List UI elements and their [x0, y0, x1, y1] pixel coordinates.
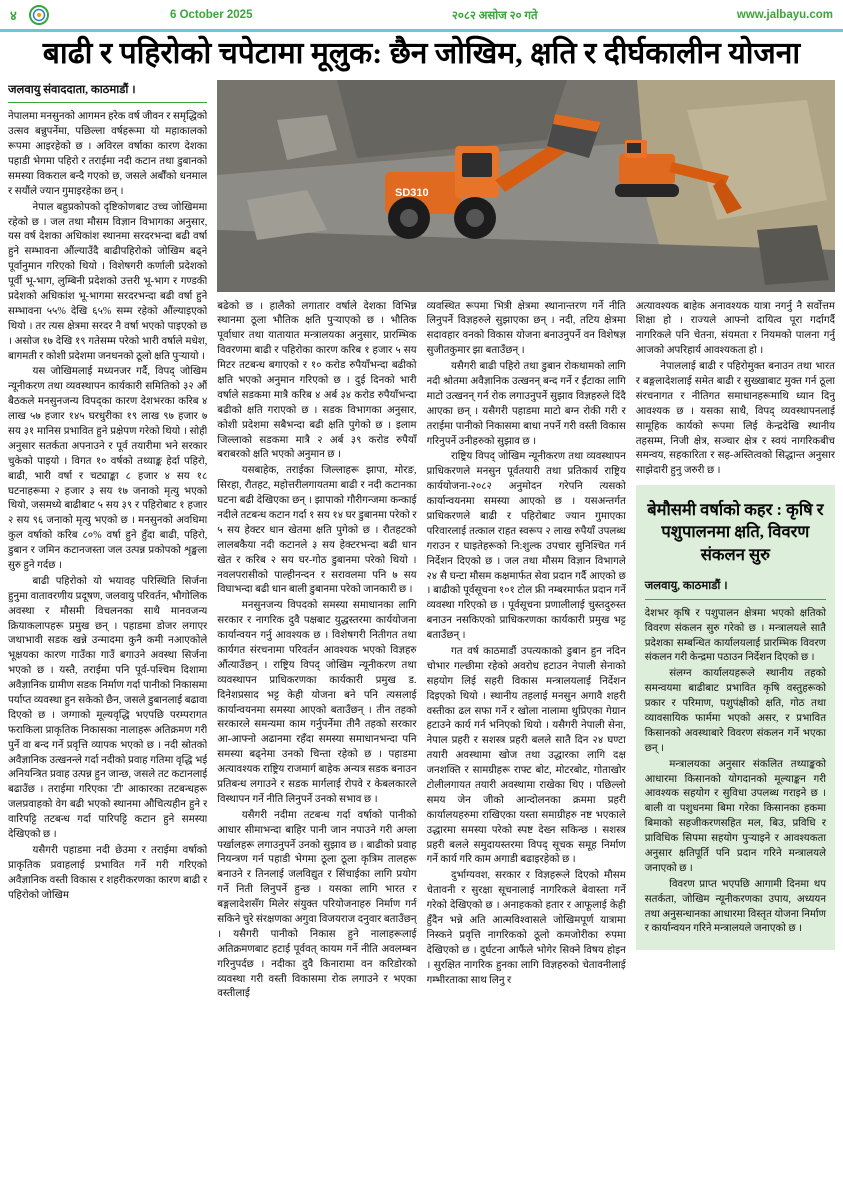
paragraph: मन्त्रालयका अनुसार संकलित तथ्याङ्कको आधारमा किसानको योगदानको मूल्याङ्कन गरी आवश्यक सहयोग र सुविधा उपलब्ध गराइने छ । बाली वा पशुधनमा बिमा गरेका किसानका हकमा बिमाको सहजीकरणसहित मल, बिउ, प्रविधि र प्राविधिक सिपमा सहयोग पुऱ्याइने र आवश्यकता अनुसार क्षतिपूर्ति पनि प्रदान गरिने मन्त्रालयले जनाएको छ । [644, 758, 826, 874]
paragraph: यसबाहेक, तराईका जिल्लाहरू झापा, मोरङ, सिरहा, रौतहट, महोत्तरीलगायतमा बाढी र नदी कटानका घटना बढी देखिएका छन् । झापाको गौरीगन्जमा कन्काई नदीले तटबन्ध कटान गर्दा १ सय १४ घर डुबानमा परेको र ५ सय हेक्टर धान खेतमा क्षति पुगेको छ । रौतहटको लालबकैया नदी कटानले ३ सय हेक्टरभन्दा बढी धान खेत र करिब २ सय घर-गोठ डुबानमा परेको थियो । नवलपरासीको पाल्हीनन्दन र सरावलमा पनि ७ सय विघाभन्दा बढी धान बाली डुबानमा परेको जानकारी छ । [217, 465, 417, 596]
sidebar-byline: जलवायु, काठमाडौं । [645, 576, 826, 600]
paragraph: यस जोखिमलाई मध्यनजर गर्दै, विपद् जोखिम न्यूनीकरण तथा व्यवस्थापन कार्यकारी समितिको ३२ औं बैठकले मनसुनजन्य विपद्का कारण देशभरका करिब ४ लाख ५७ हजार १४५ घरधुरीका १९ लाख ९७ हजार ७ सय ३१ मानिस प्रभावित हुने प्रक्षेपण गरेको थियो । सोही अनुसार सतर्कता अपनाउने र पूर्व तयारीमा भने सरकार चुकेको पाइयो । विगत १० वर्षको तथ्याङ्क हेर्दा पहिरो, बाढी, भारी वर्षा र चट्याङ्का ८ हजार ४ सय १८ घटनाहरूमा २ हजार ३ सय १७ जनाको मृत्यु भएको थियो, जसमध्ये बाढीबाट ५ सय ३९ र पहिरोबाट १ हजार २ सय ९६ जनाको मृत्यु भएको छ । मनसुनको अवधिमा कुल वर्षाको करिब ८०% वर्षा हुने हुँदा बाढी, पहिरो, डुबान र जमिन कटानजस्ता जल उत्पन्न प्रकोपको शृङ्खला सुरु हुने गर्दछ । [8, 366, 208, 571]
paragraph: बढेको छ । हालैको लगातार वर्षाले देशका विभिन्न स्थानमा ठूला भौतिक क्षति पुऱ्याएको छ । भौतिक पूर्वाधार तथा यातायात मन्त्रालयका अनुसार, प्रारम्भिक विवरणमा बाढी र पहिरोका कारण करिब १ हजार ५ सय मिटर तटबन्ध बगाएको र १० करोड रुपैयाँभन्दा बढीको क्षति भएको अनुमान गरिएको छ । दुई दिनको भारी वर्षाले सडकमा मात्रै करिब ४ अर्ब ३४ करोड रुपैयाँभन्दा बढीको क्षति गराएको छ । सडक विभागका अनुसार, कोशी प्रदेशमा सबैभन्दा बढी क्षति पुगेको छ । इलाम जिल्लाको सडकमा मात्रै २ अर्ब ३९ करोड रुपैयाँ बराबरको क्षति भएको अनुमान छ । [217, 300, 417, 461]
paragraph: गत वर्ष काठमाडौं उपत्यकाको डुबान हुन नदिन चोभार गल्छीमा रहेको अवरोध हटाउन नेपाली सेनाको सहयोग लिई सहरी विकास मन्त्रालयलाई निर्देशन दिइएको थियो । स्थानीय तहलाई मनसुन अगावै शहरी वस्तीका ढल सफा गर्ने र खोला नालामा थुप्रिएका गेग्रान हटाउने कार्य गर्न भनिएको थियो । यसैगरी नेपाली सेना, नेपाल प्रहरी र सशस्त्र प्रहरी बलले सातै दिन २४ घण्टा तयारी अवस्थामा खोज तथा उद्धारका लागि दक्ष जनशक्ति र सामग्रीहरू राफ्ट बोट, मोटरबोट, गोताखोर टोलीलगायत तयारी अवस्थामा राखेका थिए । पछिल्लो समय जेन जीको आन्दोलनका क्रममा प्रहरी कार्यालयहरुमा राखिएका यस्ता समाग्रीहरु नष्ट भएकाले उद्धारमा समस्या परेको स्पष्ट देख्न सकिन्छ । सशस्त्र प्रहरी बलले समुदायस्तरमा विपद् सूचक समूह निर्माण गर्ने कार्य गरि काम अगाडी बढाइरहेको छ । [426, 645, 626, 866]
column-1 [8, 80, 207, 1188]
excavator-photo-illustration [217, 80, 835, 292]
paragraph: राष्ट्रिय विपद् जोखिम न्यूनीकरण तथा व्यवस्थापन प्राधिकरणले मनसुन पूर्वतयारी तथा प्रतिकार्य राष्ट्रिय कार्ययोजना-२०८२ अनुमोदन गरेपनि त्यसको कार्यान्वयनमा समस्या आएको छ । यसअन्तर्गत प्राधिकरणले बाढी र पहिरोबाट ज्यान गुमाएका परिवारलाई तत्काल राहत स्वरूप २ लाख रुपैयाँ उपलब्ध गराउन र घाइतेहरूको नि:शुल्क उपचार सुनिश्चित गर्न निर्देशन दिएको छ । जल तथा मौसम विज्ञान विभागले २४ सै घन्टा मौसम कक्षमार्फत सेवा प्रदान गर्दै आएको छ । बाढीको पूर्वसूचना १०१ टोल फ्री नम्बरमार्फत प्रदान गर्ने व्यवस्था गरिएको छ । पूर्वसूचना प्रणालीलाई चुस्तदुरुस्त बनाउन नसकिएको प्राधिकरणका कार्यकारी प्रमुख भट्ट बताउँछन् । [426, 451, 626, 642]
paragraph: अत्यावश्यक बाहेक अनावश्यक यात्रा नगर्नु नै सर्वोत्तम शिक्षा हो । राज्यले आफ्नो दायित्व पूरा गर्दागर्दै नागरिकले पनि चेतना, संयमता र नियमको पालना गर्नु आजको अपरिहार्य आवश्यकता हो । [635, 300, 835, 357]
jalbayu-logo-icon [29, 5, 49, 25]
paragraph: यसैगरी बाढी पहिरो तथा डुबान रोकथामको लागि नदी श्रोतमा अवैज्ञानिक उत्खनन् बन्द गर्ने र ईंटाका लागि माटो उत्खनन् गर्न रोक लगाउनुपर्ने सुझाव विज्ञहरुले दिंदै आएका छन् । यसैगरी पहाडमा माटो बग्न रोकी गरी र तराईमा पानीको निकासमा बाधा नपर्ने गरी वस्ती विकास गरिनुपर्ने उनीहरुको सुझाव छ । [426, 361, 626, 447]
paragraph: विवरण प्राप्त भएपछि आगामी दिनमा थप सतर्कता, जोखिम न्यूनीकरणका उपाय, अध्ययन तथा अनुसन्धानका आधारमा विस्तृत योजना निर्माण र कार्यान्वयन गरिने मन्त्रालयले जनाएको छ । [644, 878, 826, 935]
paragraph: यसैगरी पहाडमा नदी छेउमा र तराईमा वर्षाको प्राकृतिक प्रवाहलाई प्रभावित गर्ने गरी गरिएको अवैज्ञानिक वस्ती विकास र शहरीकरणका कारण बाढी र पहिरोको जोखिम [8, 844, 208, 901]
paragraph: नेपाल बहुप्रकोपको दृष्टिकोणबाट उच्च जोखिममा रहेको छ । जल तथा मौसम विज्ञान विभागका अनुसार, यस वर्ष देशका अधिकांश स्थानमा सरदरभन्दा बढी वर्षा हुने सम्भावना औंल्याउँदै बाढीपहिरोको जोखिम बढ्ने पूर्वानुमान गरिएको थियो । विशेषगरी कर्णाली प्रदेशको पूर्वी भू-भाग, लुम्बिनी प्रदेशको उत्तरी भू-भाग र गण्डकी प्रदेशको अधिकांश भू-भागमा सरदरभन्दा बढी वर्षा हुने सम्भावना ५५% देखि ६५% सम्म रहेको औंल्याइएको थियो । तर त्यस क्षेत्रमा सरदर नै वर्षा भएको पाइएको छ । असोज १७ देखि १९ गतेसम्म परेको भारी वर्षाले मधेश, बागमती र कोशी प्रदेशमा जनधनको ठूलो क्षति पुऱ्यायो । [8, 201, 208, 362]
paragraph: व्यवस्थित रूपमा भित्री क्षेत्रमा स्थानान्तरण गर्ने नीति लिनुपर्ने विज्ञहरुले सुझाएका छन् । नदी, तटिय क्षेत्रमा सदावहार वनको विकास योजना बनाउनुपर्ने वन विशेषज्ञ सुजीतकुमार झा बताउँछन् । [426, 300, 626, 357]
article-photo [217, 80, 835, 292]
paragraph: बाढी पहिरोको यो भयावह परिस्थिति सिर्जना हुनुमा वातावरणीय प्रदूषण, जलवायु परिवर्तन, भौगोलिक अवस्था र मौसमी विचलनका साथै मानवजन्य क्रियाकलापहरू प्रमुख छन् । पहाडमा डोजर लगाएर जथाभावी सडक खन्ने उन्मादमा कुनै कमी नआएकोले भूक्षयका कारण गाउँका गाउँ बगाउने अवस्था सिर्जना भएको छ । यस्तै, तराईमा पनि पूर्व-पश्चिम दिशामा अवैज्ञानिक ग्रामीण सडक निर्माण गर्दा पानीको निकासमा पर्याप्त व्यवस्था हुन सकेको छैन, जसले डुबानलाई बढावा दिएको छ । जग्गाको मूल्यवृद्धि भएपछि परम्परागत फराकिला प्राकृतिक निकासका नालाहरू अतिक्रमण गरी पुर्ने वा बन्द गर्ने प्रवृत्ति व्यापक भएको छ । नदी स्रोतको अवैज्ञानिक उत्खनन्ले गर्दा नदीको प्रवाह गतिमा वृद्धि भई अनियन्त्रित प्रवाह उत्पन्न हुन जान्छ, जसले तट कटानलाई बढाउँछ । तराईमा गरिएका 'टी' आकारका तटबन्धहरू जलप्रवाहको वेग बढी भएको स्थानमा औचित्यहीन हुने र वारिपट्टि तटबन्ध गर्दा पारिपट्टि कटान हुने समस्या देखिएको छ । [8, 575, 208, 841]
paragraph: यसैगरी नदीमा तटबन्ध गर्दा वर्षाको पानीको आधार सीमाभन्दा बाहिर पानी जान नपाउने गरी अग्ला पर्खालहरू लगाउनुपर्ने उनको सुझाव छ । बाढीको प्रवाह नियन्त्रण गर्न पहाडी भेगमा ठूला ठूला कृत्रिम तालहरू बनाउने र तिनलाई जलविद्युत र सिंचाईका लागि प्रयोग गर्ने निती लिनुपर्ने हुन्छ । यसका लागि भारत र बङ्गलादेशसँग मिलेर संयुक्त परियोजनाहरु निर्माण गर्न सकिने चुरे संरक्षणका अगुवा विजयराज दनुवार बताउँछन् । यसैगरी पानीको निकास हुने नालाहरूलाई अतिक्रमणबाट हटाई पूर्ववत् कायम गर्ने नीति अवलम्बन गरिनुपर्दछ । नदीका दुवै किनारामा वन करिडोरको व्यवस्था गरी वस्ती विकासमा रोक लगाउने र भएका वस्तीलाई [217, 809, 417, 1000]
paragraph: संलग्न कार्यालयहरूले स्थानीय तहको समन्वयमा बाढीबाट प्रभावित कृषि वस्तुहरूको प्रकार र परिमाण, पशुपंक्षीको क्षति, गोठ तथा व्यावसायिक फार्ममा भएको असर, र प्रभावित किसानको अवस्थाबारे विवरण संकलन गर्ने भएका छन् । [644, 668, 826, 754]
page-header [0, 0, 843, 32]
website-link[interactable]: www.jalbayu.com [736, 9, 833, 21]
paragraph: दुर्भाग्यवश, सरकार र विज्ञहरूले दिएको मौसम चेतावनी र सुरक्षा सूचनालाई नागरिकले बेवास्ता गर्ने गरेको देखिएको छ । अनाहकको हतार र आफूलाई केही हुँदैन भन्ने अति आत्मविश्वासले जोखिमपूर्ण यात्रामा निस्कने प्रवृत्ति नागरिकको ठूलो कमजोरीका रुपमा देखिएको छ । दुर्घटना आफैंले भोगेर सिक्ने विषय होइन । सुरक्षित नागरिक हुनका लागि विज्ञहरुको चेतावनीलाई गम्भीरताका साथ लिनु र [426, 870, 626, 986]
paragraph: नेपालमा मनसुनको आगमन हरेक वर्ष जीवन र समृद्धिको उत्सव बन्नुपर्नेमा, पछिल्ला वर्षहरूमा यो महाकालको रूपमा आइरहेको छ । अविरल वर्षाका कारण देशका पहाडी भेगमा पहिरो र तराईमा नदी कटान तथा डुबानको समस्या विकराल बन्दै गएको छ, जसले अर्बौंको धनमाल र सयौंले ज्यान गुमाइरहेका छन् । [8, 111, 208, 197]
paragraph: नेपाललाई बाढी र पहिरोमुक्त बनाउन तथा भारत र बङ्गलादेशलाई समेत बाढी र सुख्खाबाट मुक्त गर्न ठूला संरचनागत र नीतिगत समाधानहरूमाथि ध्यान दिनु आवश्यक छ । यसका साथै, विपद् व्यवस्थापनलाई सामूहिक कार्यको रूपमा लिई केन्द्रदेखि स्थानीय तहसम्म, निजी क्षेत्र, सञ्चार क्षेत्र र स्वयं नागरिकबीच समन्वय, सहकारिता र सह-अस्तित्वको सिद्धान्त अनुसार साझेदारी हुनु जरुरी छ । [635, 361, 835, 477]
page-number: ४ [10, 8, 17, 23]
paragraph: देशभर कृषि र पशुपालन क्षेत्रमा भएको क्षतिको विवरण संकलन सुरु गरेको छ । मन्त्रालयले सातै प्रदेशका सम्बन्धित कार्यालयलाई प्रारम्भिक विवरण संकलन गरी केन्द्रमा पठाउन निर्देशन दिएको छ । [644, 607, 826, 664]
sidebar-title: बेमौसमी वर्षाको कहर : कृषि र पशुपालनमा क्षति, विवरण संकलन सुरु [647, 500, 824, 564]
date-nepali: २०८२ असोज २० गते [451, 9, 538, 22]
byline: जलवायु संवाददाता, काठमाडौं । [8, 80, 207, 104]
article-body [0, 80, 843, 1188]
main-headline: बाढी र पहिरोको चपेटामा मूलुक: छैन जोखिम, क्षति र दीर्घकालीन योजना [42, 37, 801, 70]
date-english: 6 October 2025 [170, 9, 253, 21]
machine-label: SD310 [395, 186, 429, 199]
paragraph: मनसुनजन्य विपदको समस्या समाधानका लागि सरकार र नागरिक दुवै पक्षबाट युद्धस्तरमा कार्ययोजना कार्यान्वयन गर्नु आवश्यक छ । विशेषगरी नितीगत तथा कार्यगत संरचनामा परिवर्तन आवश्यक भएको विज्ञहरु औंत्याउँछन् । राष्ट्रिय विपद् जोखिम न्यूनीकरण तथा व्यवस्थापन प्राधिकरणका कार्यकारी प्रमुख ड. दिनेशप्रसाद भट्ट केही योजना बने पनि त्यसलाई कार्यान्वयनमा समस्या आएको बताउँछन् । तीन तहको सरकारले समन्यमा काम गर्नुपर्नेमा तीनै तहको सरकार आ-आफ्नो अढानमा रहँदा समस्या समाधानभन्दा पनि समस्या बढ्नेमा उनको चिन्ता रहेको छ । पहाडमा अत्यावश्यक राष्ट्रिय राजमार्ग बाहेक अन्यत्र सडक बनाउन प्रतिबन्ध लगाउने र सडक मार्गलाई रोपवे र केबलकारले विस्थापन गर्ने नीति लिनुपर्ने उनको सभाव छ । [217, 600, 417, 805]
sidebar-story [636, 485, 835, 950]
